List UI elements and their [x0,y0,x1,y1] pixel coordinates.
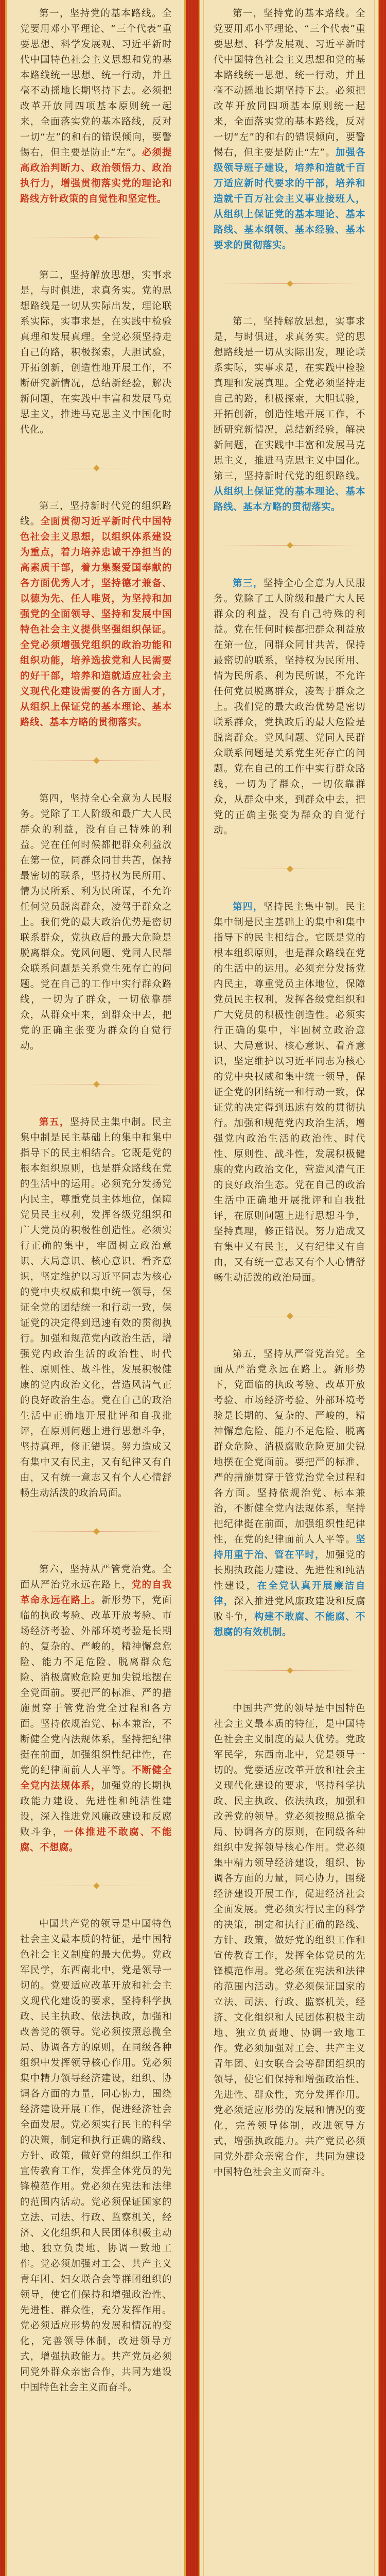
paragraph-text: 第三，坚持新时代党的组织路线。 [214,471,365,482]
diamond-ornament-icon [93,1528,100,1535]
highlighted-text: 一体推进不敢腐、不能腐、不想腐。 [20,1827,172,1853]
paragraph-text: 第六，坚持从严管党治党。全面从严治党永远在路上， [20,1564,172,1590]
diamond-ornament-icon [93,1883,100,1889]
highlighted-text: 从组织上保证党的基本理论、基本路线、基本纲领、基本经验、基本要求的贯彻落实。 [214,209,365,251]
right-text-column [199,0,379,2576]
paragraph-text: 坚持民主集中制。民主集中制是民主基础上的集中和集中指导下的民主相结合。它既是党的根本组织原则，也是群众路线在党的生活中的运用。必须充分发扬党内民主，尊重党员主体地位，保障党员民主权利，发挥各级党组织和广大党员的积极性创造性。必须实行正确的集中，牢固树立政治意识、大局意识、核心意识、看齐意识，坚定维护以习近平同志为核心的党中央权威和集中统一领导，保证全党的团结统一和行动一致，保证党的决定得到迅速有效的贯彻执行。加强和规范党内政治生活，增强党内政治生活的政治性、时代性、原则性、战斗性，发展积极健康的党内政治文化，营造风清气正的良好政治生态。党在自己的政治生活中正确地开展批评和自我批评，在原则问题上进行思想斗争，坚持真理，修正错误。努力造成又有集中又有民主，又有纪律又有自由，又有统一意志又有个人心情舒畅生动活泼的政治局面。 [20,1117,172,1499]
right-paragraph [214,314,365,515]
paragraph-text: 中国共产党的领导是中国特色社会主义最本质的特征，是中国特色社会主义制度的最大优势。党政军民学，东西南北中，党是领导一切的。党要适应改革开放和社会主义现代化建设的要求，坚持科学执政、民主执政、依法执政，加强和改善党的领导。党必须按照总揽全局、协调各方的原则，在同级各种组织中发挥领导核心作用。党必须集中精力领导经济建设，组织、协调各方面的力量，同心协力，围绕经济建设开展工作，促进经济社会全面发展。党必须实行民主的科学的决策，制定和执行正确的路线、方针、政策，做好党的组织工作和宣传教育工作，发挥全体党员的先锋模范作用。党必须在宪法和法律的范围内活动。党必须保证国家的立法、司法、行政、监察机关，经济、文化组织和人民团体积极主动地、独立负责地、协调一致地工作。党必须加强对工会、共产主义青年团、妇女联合会等群团组织的领导，使它们保持和增强政治性、先进性、群众性，充分发挥作用。党必须适应形势的发展和情况的变化，完善领导体制，改进领导方式，增强执政能力。共产党员必须同党外群众亲密合作，共同为建设中国特色社会主义而奋斗。 [214,1703,365,2178]
left-paragraph [20,1115,172,1501]
section-divider [214,1286,365,1347]
diamond-ornament-icon [287,866,293,872]
highlighted-text: 党的自我革命永远在路上。 [20,1580,172,1606]
paragraph-text: 第一，坚持党的基本路线。全党要用邓小平理论、“三个代表”重要思想、科学发展观、习近平新时代中国特色社会主义思想和党的基本路线统一思想、统一行动，并且毫不动摇地长期坚持下去。必须把改革开放同四项基本原则统一起来，全面落实党的基本路线，反对一切“左”的和右的错误倾向，要警惕右，但主要是防止“左”。 [214,8,365,158]
left-paragraph [20,791,172,1054]
right-paragraph [214,576,365,839]
diamond-ornament-icon [93,234,100,241]
highlighted-text: 加强各级领导班子建设，培养和造就千百万适应新时代要求的干部，培养和造就千百万社会主义事业接班人， [214,147,365,205]
paragraph-text: 第一，坚持党的基本路线。全党要用邓小平理论、“三个代表”重要思想、科学发展观、习近平新时代中国特色社会主义思想和党的基本路线统一思想、统一行动，并且毫不动摇地长期坚持下去。必须把改革开放同四项基本原则统一起来，全面落实党的基本路线，反对一切“左”的和右的错误倾向，要警惕右，但主要是防止“左”。 [20,8,172,158]
diamond-ornament-icon [287,542,293,549]
paragraph-text: 第五，坚持从严管党治党。全面从严治党永远在路上。新形势下，党面临的执政考验、改革开放考验、市场经济考验、外部环境考验是长期的、复杂的、严峻的，精神懈怠危险、能力不足危险、脱离群众危险、消极腐败危险更加尖锐地摆在全党面前。要把严的标准、严的措施贯穿于管党治党全过程和各方面。坚持依规治党、标本兼治，不断健全党内法规体系，坚持把纪律挺在前面，加强组织性纪律性，在党的纪律面前人人平等。 [214,1349,365,1545]
highlighted-text: 在全党认真开展廉洁自律， [214,1581,365,1607]
paragraph-text: 加强党的长期执政能力建设、先进性和纯洁性建设， [214,1550,365,1591]
right-paragraph [214,6,365,253]
section-divider [20,1501,172,1562]
paragraph-text: 第二，坚持解放思想，实事求是，与时俱进，求真务实。党的思想路线是一切从实际出发，理论联系实际，实事求是，在实践中检验真理和发展真理。全党必须坚持走自己的路，积极探索，大胆试验，开拓创新，创造性地开展工作，不断研究新情况，总结新经验，解决新问题，在实践中丰富和发展马克思主义，推进马克思主义中国化。 [214,316,365,466]
section-divider [20,731,172,791]
right-paragraph [214,1701,365,2180]
paragraph-text: 中国共产党的领导是中国特色社会主义最本质的特征，是中国特色社会主义制度的最大优势。党政军民学，东西南北中，党是领导一切的。党要适应改革开放和社会主义现代化建设的要求，坚持科学执政、民主执政、依法执政，加强和改善党的领导。党必须按照总揽全局、协调各方的原则，在同级各种组织中发挥领导核心作用。党必须集中精力领导经济建设，组织、协调各方面的力量，同心协力，围绕经济建设开展工作，促进经济社会全面发展。党必须实行民主的科学的决策，制定和执行正确的路线、方针、政策，做好党的组织工作和宣传教育工作，发挥全体党员的先锋模范作用。党必须在宪法和法律的范围内活动。党必须保证国家的立法、司法、行政、监察机关，经济、文化组织和人民团体积极主动地、独立负责地、协调一致地工作。党必须加强对工会、共产主义青年团、妇女联合会等群团组织的领导，使它们保持和增强政治性、先进性、群众性，充分发挥作用。党必须适应形势的发展和情况的变化，完善领导体制，改进领导方式，增强执政能力。共产党员必须同党外群众亲密合作，共同为建设中国特色社会主义而奋斗。 [20,1919,172,2393]
highlighted-text: 第四， [233,902,264,912]
section-divider [20,1054,172,1115]
highlighted-text: 构建不敢腐、不能腐、不想腐的有效机制。 [214,1612,365,1638]
section-divider [214,515,365,576]
paragraph-text: 第四，坚持全心全意为人民服务。党除了工人阶级和最广大人民群众的利益，没有自己特殊的利益。党在任何时候都把群众利益放在第一位，同群众同甘共苦，保持最密切的联系，坚持权为民所用、情为民所系、利为民所谋，不允许任何党员脱离群众，凌驾于群众之上。我们党的最大政治优势是密切联系群众，党执政后的最大危险是脱离群众。党风问题、党同人民群众联系问题是关系党生死存亡的问题。党在自己的工作中实行群众路线，一切为了群众，一切依靠群众，从群众中来，到群众中去，把党的正确主张变为群众的自觉行动。 [20,793,172,1052]
section-divider [214,253,365,314]
highlighted-text: 必须提高政治判断力、政治领悟力、政治执行力，增强贯彻落实党的理论和路线方针政策的自觉性和坚定性。 [20,147,172,205]
highlighted-text: 坚持用重于治、管在平时， [214,1534,365,1561]
paragraph-text: 新形势下，党面临的执政考验、改革开放考验、市场经济考验、外部环境考验是长期的、复杂的、严峻的，精神懈怠危险、能力不足危险、脱离群众危险、消极腐败危险更加尖锐地摆在全党面前。要把严的标准、严的措施贯穿于管党治党全过程和各方面。坚持依规治党、标本兼治，不断健全党内法规体系，坚持把纪律挺在前面，加强组织性纪律性，在党的纪律面前人人平等。 [20,1595,172,1776]
left-text-column [5,0,186,2576]
right-paragraph [214,900,365,1286]
diamond-ornament-icon [93,1081,100,1088]
diamond-ornament-icon [287,1667,293,1674]
left-paragraph [20,1562,172,1856]
diamond-ornament-icon [287,280,293,287]
paragraph-text: 深入推进党风廉政建设和反腐败斗争， [214,1596,365,1622]
section-divider [214,839,365,900]
left-paragraph [20,6,172,207]
paragraph-text: 第三，坚持新时代党的组织路线。 [20,501,172,527]
section-divider [20,207,172,268]
left-paragraph [20,499,172,731]
section-divider [20,1856,172,1917]
section-divider [20,438,172,499]
left-paragraph [20,268,172,438]
paragraph-text: 坚持全心全意为人民服务。党除了工人阶级和最广大人民群众的利益，没有自己特殊的利益。党在任何时候都把群众利益放在第一位，同群众同甘共苦，保持最密切的联系，坚持权为民所用、情为民所系、利为民所谋，不允许任何党员脱离群众，凌驾于群众之上。我们党的最大政治优势是密切联系群众，党执政后的最大危险是脱离群众。党风问题、党同人民群众联系问题是关系党生死存亡的问题。党在自己的工作中实行群众路线，一切为了群众，一切依靠群众，从群众中来，到群众中去，把党的正确主张变为群众的自觉行动。 [214,578,365,836]
highlighted-text: 第五， [39,1117,70,1128]
left-paragraph [20,1917,172,2396]
highlighted-text: 不断健全全党内法规体系， [20,1765,172,1791]
highlighted-text: 全面贯彻习近平新时代中国特色社会主义思想，以组织体系建设为重点，着力培养忠诚干净担当的高素质干部，着力集聚爱国奉献的各方面优秀人才，坚持德才兼备、以德为先、任人唯贤，为坚持和加强党的全面领导、坚持和发展中国特色社会主义提供坚强组织保证。全党必须增强党组织的政治功能和组织功能，培养选拔党和人民需要的好干部，培养和造就适应社会主义现代化建设需要的各方面人才，从组织上保证党的基本理论、基本路线、基本方略的贯彻落实。 [20,516,172,728]
diamond-ornament-icon [287,1313,293,1319]
paragraph-text: 加强党的长期执政能力建设、先进性和纯洁性建设，深入推进党风廉政建设和反腐败斗争， [20,1781,172,1838]
paragraph-text: 坚持民主集中制。民主集中制是民主基础上的集中和集中指导下的民主相结合。它既是党的根本组织原则，也是群众路线在党的生活中的运用。必须充分发扬党内民主，尊重党员主体地位，保障党员民主权利，发挥各级党组织和广大党员的积极性创造性。必须实行正确的集中，牢固树立政治意识、大局意识、核心意识、看齐意识，坚定维护以习近平同志为核心的党中央权威和集中统一领导，保证全党的团结统一和行动一致，保证党的决定得到迅速有效的贯彻执行。加强和规范党内政治生活，增强党内政治生活的政治性、时代性、原则性、战斗性，发展积极健康的党内政治文化，营造风清气正的良好政治生态。党在自己的政治生活中正确地开展批评和自我批评，在原则问题上进行思想斗争，坚持真理，修正错误。努力造成又有集中又有民主，又有纪律又有自由，又有统一意志又有个人心情舒畅生动活泼的政治局面。 [214,902,365,1283]
right-paragraph [214,1347,365,1640]
diamond-ornament-icon [93,465,100,471]
highlighted-text: 第三， [233,578,264,589]
diamond-ornament-icon [93,757,100,764]
paragraph-text: 第二，坚持解放思想，实事求是，与时俱进，求真务实。党的思想路线是一切从实际出发，理论联系实际，实事求是，在实践中检验真理和发展真理。全党必须坚持走自己的路，积极探索，大胆试验，开拓创新，创造性地开展工作，不断研究新情况，总结新经验，解决新问题，在实践中丰富和发展马克思主义，推进马克思主义中国化时代化。 [20,270,172,435]
highlighted-text: 从组织上保证党的基本理论、基本路线、基本方略的贯彻落实。 [214,486,365,513]
section-divider [214,1640,365,1701]
